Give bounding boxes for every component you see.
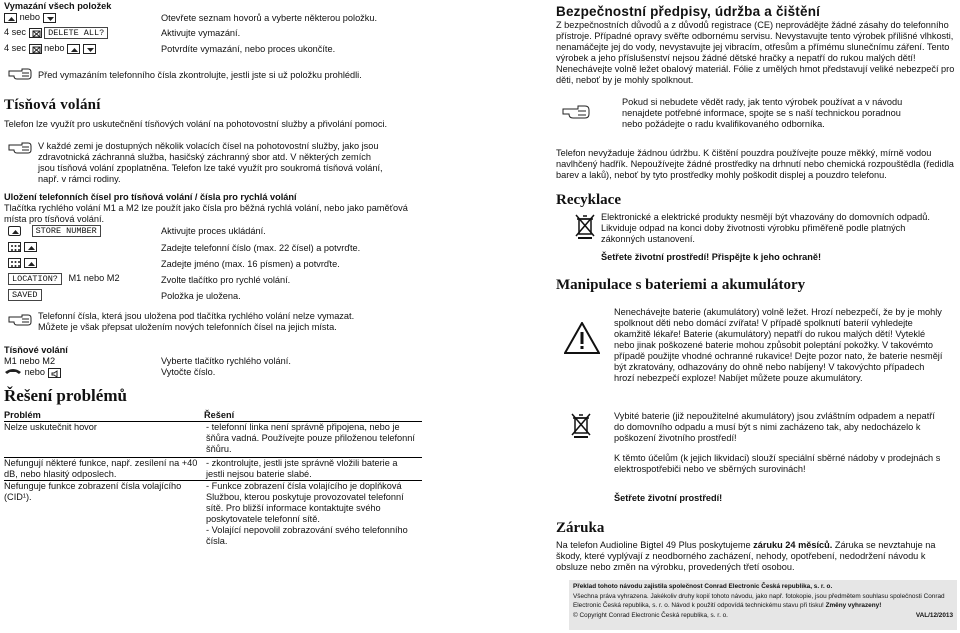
problem-cell: Nefunguje funkce zobrazení čísla volajícího (CID¹).	[4, 481, 182, 502]
handset-icon	[4, 367, 22, 377]
dial-row-2	[4, 367, 61, 378]
store-step-3	[8, 257, 37, 268]
dial-row-1-desc: Vyberte tlačítko rychlého volání.	[161, 356, 291, 366]
menu-key-icon	[24, 242, 37, 252]
hold-time-label: 4 sec	[4, 43, 26, 53]
delete-row-1	[4, 12, 56, 23]
store-step-3-desc: Zadejte jméno (max. 16 písmen) a potvrďte.	[161, 259, 340, 269]
footer-rights-text: Všechna práva vyhrazena. Jakékoliv druhy kopií tohoto návodu, jako např. fotokopie, jsou předmětem souhlasu společnosti Conrad Electronic Česká republika, s. r. o. Návod k použití odpovídá technickému stavu při tisku!	[573, 593, 945, 609]
battery-bold: Šetřete životní prostředí!	[614, 493, 723, 503]
store-title: Uložení telefonních čísel pro tísňová volání / čísla pro rychlá volání	[4, 192, 297, 202]
warning-triangle-icon	[564, 322, 600, 357]
store-step-4	[8, 273, 120, 285]
section-title-delete-all: Vymazání všech položek	[4, 1, 112, 11]
delete-note: Před vymazáním telefonního čísla zkontrolujte, jestli jste si už položku prohlédli.	[38, 70, 362, 80]
menu-key-icon	[24, 258, 37, 268]
warranty-text	[556, 540, 956, 573]
solution-cell: - zkontrolujte, jestli jste správně vložili baterie a jestli nejsou baterie slabé.	[206, 458, 401, 479]
hand-note: Pokud si nebudete vědět rady, jak tento výrobek používat a v návodu nenajdete potřebné informace, spojte se s naší technickou poradnou nebo požádejte o radu kvalifikovaného odborníka.	[622, 97, 903, 129]
warranty-title: Záruka	[556, 520, 605, 536]
emergency-title: Tísňová volání	[4, 97, 101, 113]
footer-changes: Změny vyhrazeny!	[825, 601, 882, 609]
dial-title: Tísňové volání	[4, 345, 68, 355]
pointing-hand-icon	[562, 103, 590, 122]
emergency-note: V každé zemi je dostupných několik volacích čísel na pohotovostní služby, jako jsou zdravotnická záchranná služba, hasičský záchranný sbor atd. V některých zemích jsou tísňová volání zpoplatněna. Telefon lze také využít pro soukromá tísňová volání, např. v rámci rodiny.	[38, 141, 383, 184]
solution-cell: - Funkce zobrazení čísla volajícího je doplňková Službou, kterou poskytuje provozovatel telefonní sítě. Pro bližší informace kontaktujte svého poskytovatele telefonní sítě. - Volající nepovolil zobrazování svého telefonního čísla.	[206, 481, 408, 546]
store-step-2	[8, 241, 37, 252]
store-step-1-desc: Aktivujte proces ukládání.	[161, 226, 266, 236]
delete-row-2	[4, 27, 108, 39]
footer-box	[569, 580, 957, 630]
crossed-bin-icon	[574, 213, 596, 242]
footer-copyright: © Copyright Conrad Electronic Česká republika, s. r. o.	[573, 611, 728, 619]
store-step-2-desc: Zadejte telefonní číslo (max. 22 čísel) a potvrďte.	[161, 243, 361, 253]
store-step-5	[8, 289, 42, 301]
hold-time-label: 4 sec	[4, 27, 26, 37]
lcd-store-number: STORE NUMBER	[32, 225, 101, 237]
or-label: nebo	[24, 367, 46, 377]
down-key-icon	[83, 44, 96, 54]
footer-translation: Překlad tohoto návodu zajistila společnost Conrad Electronic Česká republika, s. r. o.	[573, 583, 833, 590]
solution-cell: - telefonní linka není správně připojena, nebo je šňůra vadná. Používejte pouze přiloženou telefonní šňůru.	[206, 422, 418, 454]
problem-cell: Nefungují některé funkce, např. zesílení na +40 dB, nebo hlasitý odposlech.	[4, 458, 198, 479]
lcd-saved: SAVED	[8, 289, 42, 301]
dial-row-2-desc: Vytočte číslo.	[161, 367, 216, 377]
delete-key-icon	[29, 44, 42, 54]
problem-cell: Nelze uskutečnit hovor	[4, 422, 97, 432]
crossed-bin-icon	[570, 412, 592, 441]
emergency-intro: Telefon lze využít pro uskutečnění tísňových volání na pohotovostní služby a přivolání pomoci.	[4, 119, 388, 129]
lcd-location: LOCATION?	[8, 273, 62, 285]
footer-code: VAL/12/2013	[915, 611, 953, 619]
store-note: Telefonní čísla, která jsou uložena pod tlačítka rychlého volání nelze vymazat. Můžete je však přepsat uložením nových telefonních čísel na jejich místa.	[38, 311, 355, 332]
delete-row-2-desc: Aktivujte vymazání.	[161, 28, 241, 38]
problems-title: Řešení problémů	[4, 386, 127, 405]
problems-col-solution: Řešení	[204, 410, 235, 420]
table-row	[4, 457, 422, 480]
problems-table	[4, 410, 422, 547]
recycle-text: Elektronické a elektrické produkty nesmějí být vhazovány do domovních odpadů. Likviduje odpad na konci doby životnosti výrobku přiměřeně podle platných zákonných ustanovení.	[601, 212, 930, 244]
keypad-icon	[8, 242, 21, 252]
recycle-bold: Šetřete životní prostředí! Přispějte k jeho ochraně!	[601, 252, 822, 262]
or-label: nebo	[44, 43, 65, 53]
store-step-1	[8, 225, 101, 237]
delete-row-1-desc: Otevřete seznam hovorů a vyberte některou položku.	[161, 13, 378, 23]
delete-row-3	[4, 43, 96, 54]
footer-rights	[573, 593, 953, 610]
recycle-title: Recyklace	[556, 192, 621, 208]
dial-row-1-left: M1 nebo M2	[4, 356, 56, 366]
safety-text: Z bezpečnostních důvodů a z důvodů registrace (CE) neprovádějte žádné zásahy do telefonního přístroje. Případné opravy svěřte odbornému servisu. Nevystavujte tento výrobek přílišné vlhkosti, nenamáčejte jej do vody, nevystavujte jej vibracím, otřesům a přímému slunečnímu záření. Tento výrobek a jeho příslušenství nejsou žádné dětské hračky a nepatří do rukou malých dětí! Nenechávejte volně ležet obalový materiál. Fólie z umělých hmot představují veliké nebezpečí pro děti, neboť by je mohly spolknout.	[556, 20, 955, 85]
up-key-icon	[67, 44, 80, 54]
table-row	[4, 421, 422, 455]
pointing-hand-icon	[8, 140, 32, 157]
speaker-key-icon	[48, 368, 61, 378]
safety-title: Bezpečnostní předpisy, údržba a čištění	[556, 4, 821, 19]
delete-key-icon	[29, 28, 42, 38]
store-text: Tlačítka rychlého volání M1 a M2 lze použít jako čísla pro běžná rychlá volání, nebo jako paměťová místa pro tísňová volání.	[4, 203, 408, 224]
pointing-hand-icon	[8, 66, 32, 83]
store-step-4-desc: Zvolte tlačítko pro rychlé volání.	[161, 275, 291, 285]
problems-col-problem: Problém	[4, 410, 41, 420]
table-row	[4, 480, 422, 547]
battery-dispose-2: K těmto účelům (k jejich likvidaci) slouží speciální sběrné nádoby v prodejnách s elektrospotřebiči nebo ve sběrných surovinách!	[614, 453, 941, 474]
warranty-text-c: Záruka se nevztahuje na škody, které vyplývají z neodborného zacházení, nehody, opotřebení, nedodržení návodu k obsluze nebo změn na výrobku, provedených třetí osobou.	[556, 540, 936, 572]
battery-dispose: Vybité baterie (již nepoužitelné akumulátory) jsou zvláštním odpadem a nepatří do domovního odpadu a musí být s nimi zacházeno tak, aby nedocházelo k poškození životního prostředí!	[614, 411, 935, 443]
or-label: nebo	[19, 12, 41, 22]
speed-key-label: M1 nebo M2	[68, 273, 120, 283]
store-step-5-desc: Položka je uložena.	[161, 291, 241, 301]
lcd-delete-all: DELETE ALL?	[44, 27, 108, 39]
delete-row-3-desc: Potvrdíte vymazání, nebo proces ukončíte.	[161, 44, 336, 54]
warranty-period: záruku 24 měsíců.	[753, 540, 833, 550]
cleaning-text: Telefon nevyžaduje žádnou údržbu. K čištění pouzdra používejte pouze měkký, mírně vodou navlhčený hadřík. Nepoužívejte žádné prostředky na drhnutí nebo chemická rozpouštědla (ředidla barev a laků), neboť by tyto prostředky mohly poškodit displej a pouzdro telefonu.	[556, 148, 954, 180]
battery-text: Nenechávejte baterie (akumulátory) volně ležet. Hrozí nebezpečí, že by je mohly spolknout děti nebo domácí zvířata! V případě spolknutí baterií vyhledejte okamžitě lékaře! Baterie (akumulátory) nepatří do rukou malých dětí! Vyteklé nebo jinak poškozené baterie mohou způsobit poleptání pokožky. V takovémto případě použijte vhodné ochranné rukavice! Dejte pozor nato, že baterie nesmějí být zkratovány, odhazovány do ohně nebo nabíjeny! V takovýchto případech hrozí nebezpečí explozе! Nabíjet můžete pouze akumulátory.	[614, 307, 943, 383]
battery-title: Manipulace s bateriemi a akumulátory	[556, 277, 806, 293]
pointing-hand-icon	[8, 312, 32, 329]
menu-key-icon	[4, 13, 17, 23]
menu-key-icon	[8, 226, 21, 236]
keypad-icon	[8, 258, 21, 268]
down-key-icon	[43, 13, 56, 23]
warranty-text-a: Na telefon Audioline Bigtel 49 Plus poskytujeme	[556, 540, 754, 550]
